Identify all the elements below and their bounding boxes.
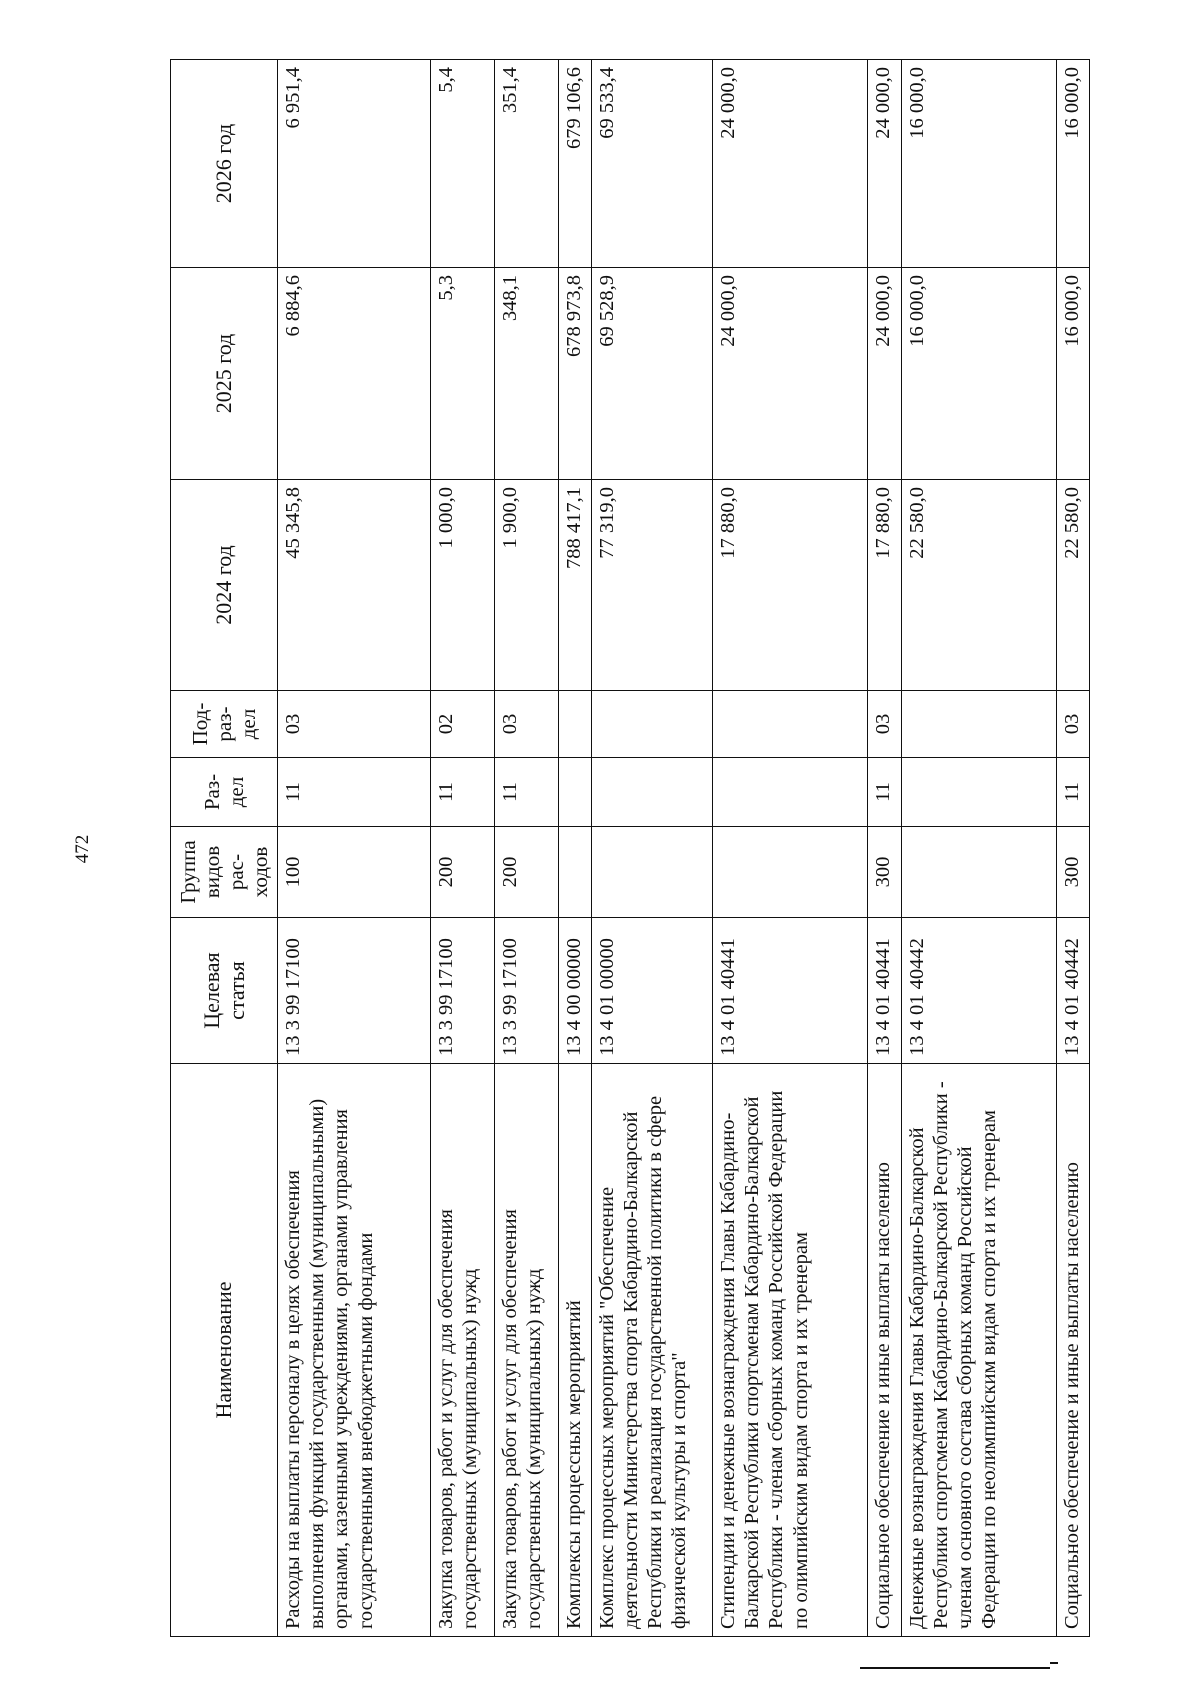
cell-section [713,758,868,827]
header-group: Группа видов рас- ходов [171,827,278,918]
cell-section: 11 [431,758,495,827]
footer-rule [860,1667,1050,1669]
cell-2024: 22 580,0 [1056,480,1089,691]
cell-name: Закупка товаров, работ и услуг для обеспечения государственных (муниципальных) нужд [431,1064,495,1637]
table-row [278,60,431,1637]
header-2025: 2025 год [171,268,278,480]
cell-target: 13 3 99 17100 [278,918,431,1064]
header-row [171,60,278,1637]
cell-2026: 24 000,0 [868,60,901,268]
cell-subsection [558,691,591,758]
cell-name: Социальное обеспечение и иные выплаты населению [1056,1064,1089,1637]
header-name: Наименование [171,1064,278,1637]
cell-name: Социальное обеспечение и иные выплаты населению [868,1064,901,1637]
cell-subsection: 03 [1056,691,1089,758]
cell-subsection: 02 [431,691,495,758]
cell-subsection: 03 [494,691,558,758]
cell-group: 200 [431,827,495,918]
cell-2025: 24 000,0 [713,268,868,480]
cell-section [558,758,591,827]
cell-subsection [591,691,712,758]
cell-target: 13 4 01 40442 [901,918,1056,1064]
cell-group: 100 [278,827,431,918]
cell-name: Расходы на выплаты персоналу в целях обеспечения выполнения функций государственными (муниципальными) органами, казенными учреждениями, органами управления государственными внебюджетными фондами [278,1064,431,1637]
cell-name: Комплексы процессных мероприятий [558,1064,591,1637]
cell-name: Комплекс процессных мероприятий "Обеспечение деятельности Министерства спорта Кабардино-Балкарской Республики и реализация государственной политики в сфере физической культуры и спорта" [591,1064,712,1637]
cell-group [901,827,1056,918]
cell-2025: 5,3 [431,268,495,480]
cell-target: 13 4 01 40442 [1056,918,1089,1064]
cell-2026: 351,4 [494,60,558,268]
cell-name: Денежные вознаграждения Главы Кабардино-Балкарской Республики спортсменам Кабардино-Балкарской Республики - членам основного состава сборных команд Российской Федерации по неолимпийским видам спорта и их тренерам [901,1064,1056,1637]
cell-target: 13 4 01 00000 [591,918,712,1064]
cell-2024: 17 880,0 [868,480,901,691]
cell-2025: 678 973,8 [558,268,591,480]
cell-target: 13 4 01 40441 [713,918,868,1064]
header-2024: 2024 год [171,480,278,691]
header-subsection: Под- раз- дел [171,691,278,758]
cell-2024: 788 417,1 [558,480,591,691]
cell-2026: 679 106,6 [558,60,591,268]
cell-2026: 16 000,0 [901,60,1056,268]
cell-section: 11 [494,758,558,827]
cell-group [558,827,591,918]
budget-table [170,59,1090,1637]
cell-2026: 24 000,0 [713,60,868,268]
cell-2024: 22 580,0 [901,480,1056,691]
cell-2025: 69 528,9 [591,268,712,480]
cell-2025: 16 000,0 [1056,268,1089,480]
cell-2024: 45 345,8 [278,480,431,691]
cell-2025: 16 000,0 [901,268,1056,480]
cell-section: 11 [278,758,431,827]
header-target: Целевая статья [171,918,278,1064]
cell-section [901,758,1056,827]
rotated-table-container [170,60,1090,1637]
cell-name: Закупка товаров, работ и услуг для обеспечения государственных (муниципальных) нужд [494,1064,558,1637]
cell-section: 11 [1056,758,1089,827]
cell-subsection [901,691,1056,758]
cell-subsection: 03 [868,691,901,758]
cell-group [713,827,868,918]
cell-2026: 5,4 [431,60,495,268]
table-row [431,60,495,1637]
header-section: Раз- дел [171,758,278,827]
cell-subsection: 03 [278,691,431,758]
cell-2026: 6 951,4 [278,60,431,268]
cell-target: 13 3 99 17100 [431,918,495,1064]
cell-2025: 348,1 [494,268,558,480]
cell-group: 300 [868,827,901,918]
cell-2024: 77 319,0 [591,480,712,691]
cell-group: 300 [1056,827,1089,918]
table-row [713,60,868,1637]
cell-target: 13 3 99 17100 [494,918,558,1064]
table-row [591,60,712,1637]
cell-2024: 1 900,0 [494,480,558,691]
cell-2025: 24 000,0 [868,268,901,480]
table-row [558,60,591,1637]
cell-subsection [713,691,868,758]
table-row [868,60,901,1637]
cell-section: 11 [868,758,901,827]
cell-group [591,827,712,918]
table-row [494,60,558,1637]
cell-2026: 69 533,4 [591,60,712,268]
header-2026: 2026 год [171,60,278,268]
cell-target: 13 4 00 00000 [558,918,591,1064]
cell-2025: 6 884,6 [278,268,431,480]
cell-2024: 17 880,0 [713,480,868,691]
cell-target: 13 4 01 40441 [868,918,901,1064]
cell-2026: 16 000,0 [1056,60,1089,268]
cell-section [591,758,712,827]
table-row [1056,60,1089,1637]
page-number: 472 [72,834,93,864]
cell-name: Стипендии и денежные вознаграждения Главы Кабардино-Балкарской Республики спортсменам Кабардино-Балкарской Республики - членам сборных команд Российской Федерации по олимпийским видам спорта и их тренерам [713,1064,868,1637]
footer-rule-mark [1050,1662,1058,1672]
cell-group: 200 [494,827,558,918]
cell-2024: 1 000,0 [431,480,495,691]
table-row [901,60,1056,1637]
